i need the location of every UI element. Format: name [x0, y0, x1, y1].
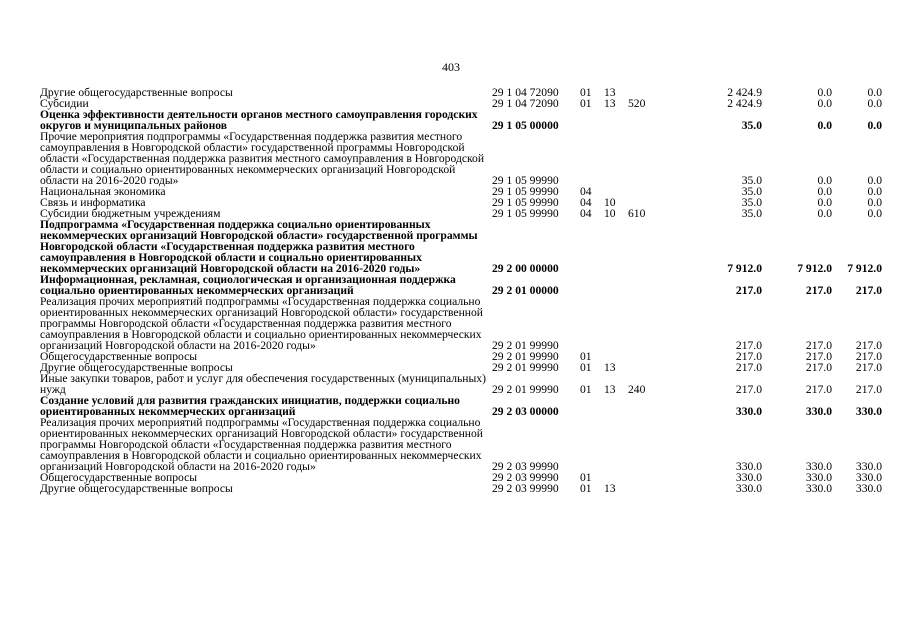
row-subsection: 13 — [604, 86, 616, 99]
row-amount-year1: 330.0 — [735, 482, 762, 495]
row-subsection: 10 — [604, 196, 616, 209]
table-row — [40, 274, 882, 296]
row-section: 01 — [580, 482, 592, 495]
table-row — [40, 296, 882, 351]
row-code: 29 2 01 99990 — [492, 350, 559, 363]
row-amount-year1: 2 424.9 — [727, 97, 762, 110]
row-expense-type — [628, 395, 668, 417]
row-code: 29 2 01 99990 — [492, 339, 559, 352]
row-section: 01 — [580, 86, 592, 99]
budget-table — [40, 87, 882, 494]
row-expense-type — [628, 483, 668, 494]
row-amount-year2: 217.0 — [805, 339, 832, 352]
row-section — [580, 131, 604, 186]
row-amount-year3: 330.0 — [855, 471, 882, 484]
row-amount-year1: 35.0 — [741, 174, 762, 187]
table-row — [40, 395, 882, 417]
row-name: Субсидии бюджетным учреждениям — [40, 207, 221, 220]
row-amount-year3: 217.0 — [855, 361, 882, 374]
row-amount-year1: 35.0 — [741, 196, 762, 209]
row-subsection — [604, 274, 628, 296]
row-name: Оценка эффективности деятельности органов местного самоуправления городских округов и муниципальных районов — [40, 108, 478, 132]
row-amount-year3: 330.0 — [855, 482, 882, 495]
row-amount-year1: 217.0 — [735, 284, 762, 297]
row-amount-year2: 0.0 — [817, 119, 832, 132]
row-amount-year3: 0.0 — [867, 207, 882, 220]
row-expense-type — [628, 186, 668, 197]
row-amount-year3: 330.0 — [855, 460, 882, 473]
row-amount-year2: 0.0 — [817, 196, 832, 209]
row-subsection — [604, 109, 628, 131]
row-section — [580, 109, 604, 131]
row-amount-year2: 330.0 — [805, 471, 832, 484]
row-expense-type: 240 — [628, 383, 646, 396]
row-section: 01 — [580, 97, 592, 110]
row-name: Другие общегосударственные вопросы — [40, 482, 233, 495]
row-amount-year3: 330.0 — [855, 405, 882, 418]
row-code: 29 1 04 72090 — [492, 86, 559, 99]
row-expense-type: 610 — [628, 207, 646, 220]
row-subsection: 13 — [604, 482, 616, 495]
row-name: Реализация прочих мероприятий подпрограммы «Государственная поддержка социально ориентированных некоммерческих организаций Новгородской области» государственной программы Новгородской области «Государственная поддержка развития местного самоуправления в Новгородской области и социально ориентированных некоммерческих организаций Новгородской области на 2016-2020 годы» — [40, 295, 483, 352]
row-amount-year2: 0.0 — [817, 185, 832, 198]
row-amount-year3: 0.0 — [867, 196, 882, 209]
row-code: 29 2 01 00000 — [492, 284, 559, 297]
row-amount-year3: 0.0 — [867, 86, 882, 99]
row-code: 29 1 05 99990 — [492, 196, 559, 209]
row-amount-year2: 217.0 — [805, 350, 832, 363]
table-row — [40, 109, 882, 131]
row-code: 29 2 01 99990 — [492, 383, 559, 396]
row-amount-year2: 217.0 — [805, 383, 832, 396]
row-section — [580, 417, 604, 472]
row-expense-type — [628, 131, 668, 186]
table-row — [40, 131, 882, 186]
row-amount-year3: 217.0 — [855, 284, 882, 297]
row-subsection: 13 — [604, 97, 616, 110]
row-amount-year2: 0.0 — [817, 207, 832, 220]
row-subsection — [604, 219, 628, 274]
row-section — [580, 274, 604, 296]
row-expense-type — [628, 472, 668, 483]
row-amount-year2: 330.0 — [805, 405, 832, 418]
row-code: 29 1 05 00000 — [492, 119, 559, 132]
row-amount-year1: 330.0 — [735, 471, 762, 484]
row-amount-year1: 2 424.9 — [727, 86, 762, 99]
row-amount-year1: 217.0 — [735, 339, 762, 352]
row-amount-year3: 217.0 — [855, 350, 882, 363]
row-code: 29 2 03 99990 — [492, 471, 559, 484]
row-amount-year1: 217.0 — [735, 350, 762, 363]
row-amount-year2: 330.0 — [805, 460, 832, 473]
row-subsection: 13 — [604, 361, 616, 374]
row-name: Создание условий для развития гражданских инициатив, поддержки социально ориентированных некоммерческих организаций — [40, 394, 460, 418]
row-name: Общегосударственные вопросы — [40, 350, 198, 363]
row-name: Прочие мероприятия подпрограммы «Государственная поддержка развития местного самоуправления в Новгородской области» государственной программы Новгородской области «Государственная поддержка развития местного самоуправления в Новгородской области и социально ориентированных некоммерческих организаций Новгородской области на 2016-2020 годы» — [40, 130, 485, 187]
row-section: 01 — [580, 350, 592, 363]
row-code: 29 1 05 99990 — [492, 174, 559, 187]
row-name: Подпрограмма «Государственная поддержка социально ориентированных некоммерческих организаций Новгородской области» государственной программы Новгородской области «Государственная поддержка развития местного самоуправления в Новгородской области и социально ориентированных некоммерческих организаций Новгородской области на 2016-2020 годы» — [40, 218, 478, 275]
row-amount-year3: 217.0 — [855, 339, 882, 352]
row-amount-year3: 0.0 — [867, 185, 882, 198]
row-code: 29 2 03 99990 — [492, 482, 559, 495]
row-code: 29 1 05 99990 — [492, 207, 559, 220]
row-code: 29 2 03 99990 — [492, 460, 559, 473]
row-code: 29 2 03 00000 — [492, 405, 559, 418]
row-name: Иные закупки товаров, работ и услуг для обеспечения государственных (муниципальных) нужд — [40, 372, 486, 396]
row-section — [580, 296, 604, 351]
table-row — [40, 373, 882, 395]
row-name: Общегосударственные вопросы — [40, 471, 198, 484]
row-name: Реализация прочих мероприятий подпрограммы «Государственная поддержка социально ориентированных некоммерческих организаций Новгородской области» государственной программы Новгородской области «Государственная поддержка развития местного самоуправления в Новгородской области и социально ориентированных некоммерческих организаций Новгородской области на 2016-2020 годы» — [40, 416, 483, 473]
row-amount-year1: 35.0 — [741, 185, 762, 198]
row-name: Информационная, рекламная, социологическая и организационная поддержка социально ориентированных некоммерческих организаций — [40, 273, 456, 297]
page-number: 403 — [442, 60, 460, 74]
row-amount-year2: 0.0 — [817, 86, 832, 99]
row-name: Связь и информатика — [40, 196, 146, 209]
row-amount-year2: 217.0 — [805, 361, 832, 374]
row-amount-year2: 0.0 — [817, 97, 832, 110]
row-subsection — [604, 417, 628, 472]
row-expense-type — [628, 417, 668, 472]
row-code: 29 1 04 72090 — [492, 97, 559, 110]
table-row — [40, 483, 882, 494]
row-amount-year1: 35.0 — [741, 119, 762, 132]
row-section: 01 — [580, 361, 592, 374]
row-amount-year1: 330.0 — [735, 460, 762, 473]
row-expense-type — [628, 274, 668, 296]
row-amount-year3: 217.0 — [855, 383, 882, 396]
row-subsection — [604, 395, 628, 417]
row-section: 04 — [580, 196, 592, 209]
row-name: Субсидии — [40, 97, 89, 110]
row-name: Другие общегосударственные вопросы — [40, 361, 233, 374]
row-amount-year1: 217.0 — [735, 383, 762, 396]
row-expense-type: 520 — [628, 97, 646, 110]
row-subsection: 13 — [604, 383, 616, 396]
row-amount-year1: 217.0 — [735, 361, 762, 374]
row-amount-year2: 7 912.0 — [797, 262, 832, 275]
row-amount-year2: 0.0 — [817, 174, 832, 187]
row-expense-type — [628, 351, 668, 362]
row-amount-year1: 330.0 — [735, 405, 762, 418]
row-name: Национальная экономика — [40, 185, 166, 198]
row-amount-year3: 0.0 — [867, 97, 882, 110]
row-amount-year3: 0.0 — [867, 174, 882, 187]
row-subsection: 10 — [604, 207, 616, 220]
table-row — [40, 417, 882, 472]
table-row — [40, 219, 882, 274]
row-amount-year1: 35.0 — [741, 207, 762, 220]
row-code: 29 1 05 99990 — [492, 185, 559, 198]
row-expense-type — [628, 219, 668, 274]
row-subsection — [604, 131, 628, 186]
row-section — [580, 219, 604, 274]
row-name: Другие общегосударственные вопросы — [40, 86, 233, 99]
row-amount-year3: 7 912.0 — [847, 262, 882, 275]
row-section: 01 — [580, 383, 592, 396]
row-section: 04 — [580, 207, 592, 220]
row-section: 04 — [580, 185, 592, 198]
row-section — [580, 395, 604, 417]
row-expense-type — [628, 362, 668, 373]
row-expense-type — [628, 109, 668, 131]
row-amount-year2: 217.0 — [805, 284, 832, 297]
row-expense-type — [628, 296, 668, 351]
row-amount-year1: 7 912.0 — [727, 262, 762, 275]
row-amount-year2: 330.0 — [805, 482, 832, 495]
row-section: 01 — [580, 471, 592, 484]
row-subsection — [604, 296, 628, 351]
row-amount-year3: 0.0 — [867, 119, 882, 132]
row-code: 29 2 01 99990 — [492, 361, 559, 374]
row-code: 29 2 00 00000 — [492, 262, 559, 275]
